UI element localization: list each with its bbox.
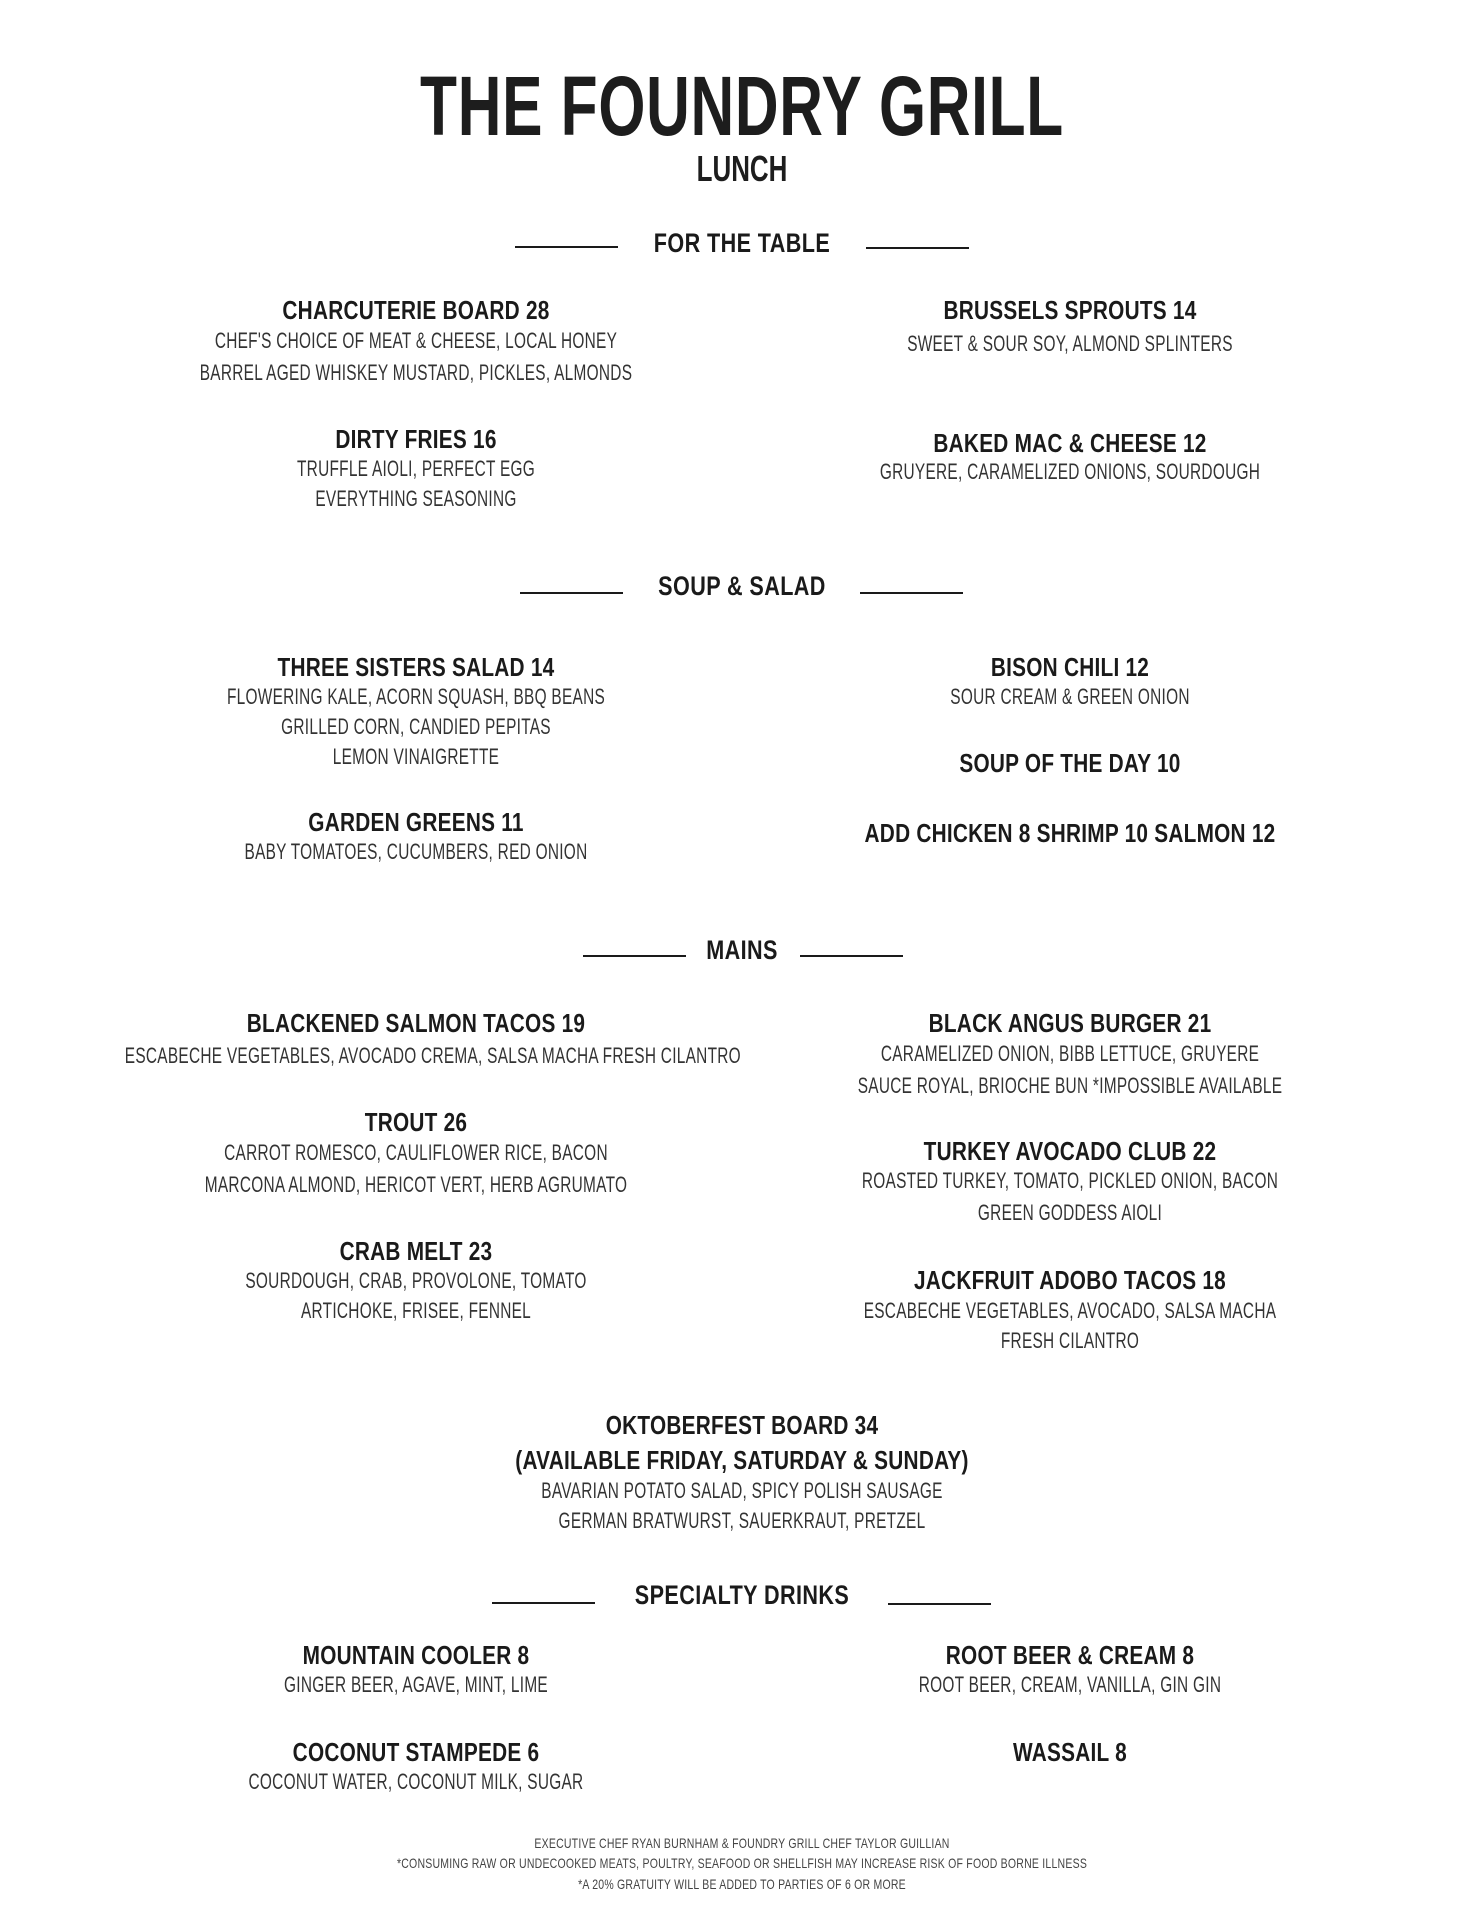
menu-item-desc: GRILLED CORN, CANDIED PEPITAS: [281, 714, 551, 739]
menu-item-desc: BAVARIAN POTATO SALAD, SPICY POLISH SAUSAGE: [541, 1478, 943, 1503]
menu-item-name: JACKFRUIT ADOBO TACOS 18: [913, 1265, 1226, 1295]
menu-item-desc: FRESH CILANTRO: [1000, 1328, 1140, 1353]
menu-item-desc: BABY TOMATOES, CUCUMBERS, RED ONION: [244, 839, 588, 864]
restaurant-title: THE FOUNDRY GRILL: [420, 59, 1064, 153]
menu-item-name: BLACK ANGUS BURGER 21: [928, 1008, 1212, 1038]
section-title-soup-salad: SOUP & SALAD: [658, 571, 826, 601]
menu-item-name: WASSAIL 8: [1013, 1737, 1127, 1767]
menu-item-desc: FLOWERING KALE, ACORN SQUASH, BBQ BEANS: [226, 684, 606, 709]
menu-item-name: BAKED MAC & CHEESE 12: [933, 428, 1207, 458]
menu-item-name: CRAB MELT 23: [339, 1236, 493, 1266]
menu-item-name: MOUNTAIN COOLER 8: [302, 1640, 530, 1670]
menu-item-desc: CARAMELIZED ONION, BIBB LETTUCE, GRUYERE: [880, 1041, 1260, 1066]
menu-item-desc: LEMON VINAIGRETTE: [332, 744, 500, 769]
section-rule-right: [860, 592, 963, 594]
menu-item-desc: SOURDOUGH, CRAB, PROVOLONE, TOMATO: [245, 1268, 587, 1293]
menu-item-name: BISON CHILI 12: [990, 652, 1150, 682]
menu-item-name: CHARCUTERIE BOARD 28: [282, 295, 550, 325]
menu-item-name: BLACKENED SALMON TACOS 19: [246, 1008, 586, 1038]
section-rule-right: [866, 247, 969, 249]
menu-item-desc: ROOT BEER, CREAM, VANILLA, GIN GIN: [918, 1672, 1222, 1697]
menu-item-name: ADD CHICKEN 8 SHRIMP 10 SALMON 12: [864, 818, 1276, 848]
footer-health-warning: *CONSUMING RAW OR UNDECOOKED MEATS, POULTRY, SEAFOOD OR SHELLFISH MAY INCREASE RISK OF FOOD BORNE ILLNESS: [396, 1855, 1088, 1871]
menu-item-desc: ESCABECHE VEGETABLES, AVOCADO, SALSA MACHA: [863, 1298, 1277, 1323]
menu-item-name: SOUP OF THE DAY 10: [959, 748, 1181, 778]
menu-item-name: GARDEN GREENS 11: [308, 807, 524, 837]
menu-item-name: TROUT 26: [364, 1107, 468, 1137]
menu-item-name: BRUSSELS SPROUTS 14: [943, 295, 1197, 325]
menu-item-desc: CARROT ROMESCO, CAULIFLOWER RICE, BACON: [224, 1140, 608, 1165]
footer-chef-credit: EXECUTIVE CHEF RYAN BURNHAM & FOUNDRY GRILL CHEF TAYLOR GUILLIAN: [534, 1835, 950, 1851]
menu-item-desc: GRUYERE, CARAMELIZED ONIONS, SOURDOUGH: [879, 459, 1261, 484]
section-title-mains: MAINS: [706, 935, 778, 965]
menu-item-name: OKTOBERFEST BOARD 34: [605, 1410, 879, 1440]
menu-item-desc: CHEF'S CHOICE OF MEAT & CHEESE, LOCAL HONEY: [214, 328, 618, 353]
menu-item-desc: MARCONA ALMOND, HERICOT VERT, HERB AGRUMATO: [204, 1172, 628, 1197]
menu-item-desc: EVERYTHING SEASONING: [315, 486, 517, 511]
footer-gratuity-note: *A 20% GRATUITY WILL BE ADDED TO PARTIES OF 6 OR MORE: [578, 1876, 906, 1892]
menu-item-desc: GERMAN BRATWURST, SAUERKRAUT, PRETZEL: [558, 1508, 926, 1533]
section-rule-right: [800, 955, 903, 957]
menu-item-desc: ARTICHOKE, FRISEE, FENNEL: [300, 1298, 532, 1323]
menu-item-name: THREE SISTERS SALAD 14: [277, 652, 555, 682]
menu-item-availability: (AVAILABLE FRIDAY, SATURDAY & SUNDAY): [515, 1445, 969, 1475]
menu-item-name: TURKEY AVOCADO CLUB 22: [923, 1136, 1217, 1166]
menu-item-name: ROOT BEER & CREAM 8: [945, 1640, 1195, 1670]
menu-item-desc: SWEET & SOUR SOY, ALMOND SPLINTERS: [907, 331, 1233, 356]
menu-item-desc: SAUCE ROYAL, BRIOCHE BUN *IMPOSSIBLE AVAILABLE: [857, 1073, 1283, 1098]
menu-item-desc: BARREL AGED WHISKEY MUSTARD, PICKLES, ALMONDS: [199, 360, 633, 385]
menu-item-desc: SOUR CREAM & GREEN ONION: [950, 684, 1190, 709]
menu-item-desc: TRUFFLE AIOLI, PERFECT EGG: [296, 456, 536, 481]
menu-subtitle: LUNCH: [696, 148, 788, 189]
section-rule-right: [888, 1603, 991, 1605]
section-title-specialty-drinks: SPECIALTY DRINKS: [634, 1580, 850, 1610]
menu-item-name: DIRTY FRIES 16: [335, 424, 497, 454]
section-title-for-the-table: FOR THE TABLE: [653, 228, 831, 258]
menu-item-desc: ROASTED TURKEY, TOMATO, PICKLED ONION, BACON: [861, 1168, 1279, 1193]
menu-item-desc: COCONUT WATER, COCONUT MILK, SUGAR: [248, 1769, 584, 1794]
menu-item-name: COCONUT STAMPEDE 6: [292, 1737, 540, 1767]
menu-item-desc: GINGER BEER, AGAVE, MINT, LIME: [284, 1672, 548, 1697]
menu-item-desc: ESCABECHE VEGETABLES, AVOCADO CREMA, SALSA MACHA FRESH CILANTRO: [124, 1043, 741, 1068]
menu-item-desc: GREEN GODDESS AIOLI: [977, 1200, 1163, 1225]
